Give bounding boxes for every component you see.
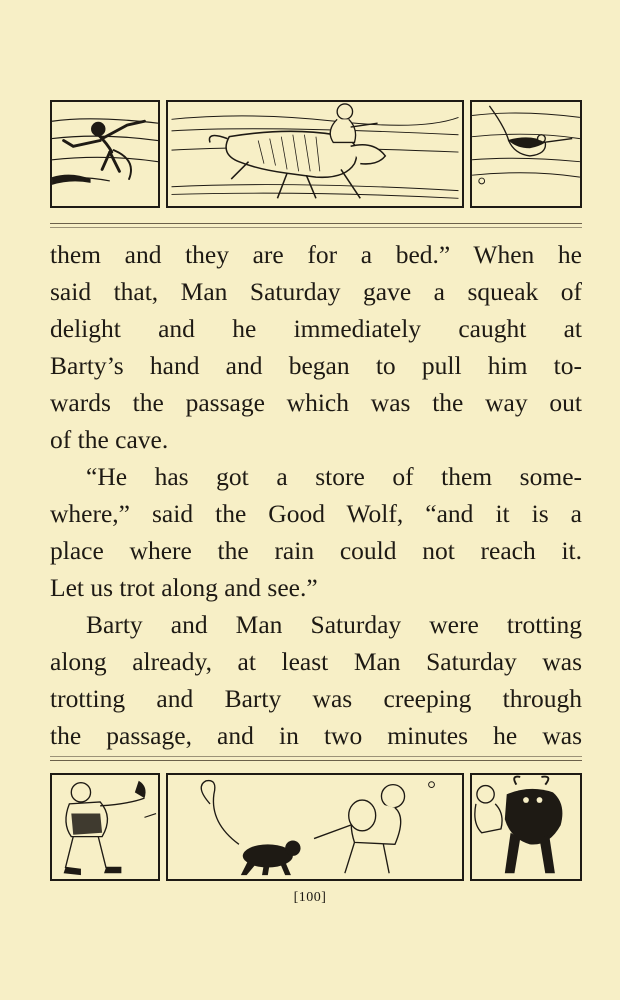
text-line: them and they are for a bed.” When he — [50, 240, 582, 269]
text-line: trotting and Barty was creeping through — [50, 684, 582, 713]
ox-icon — [472, 775, 580, 879]
text-line: along already, at least Man Saturday was — [50, 647, 582, 676]
top-rule-thin — [50, 227, 582, 228]
text-line: delight and he immediately caught at — [50, 314, 582, 343]
bottom-illustration-band — [50, 773, 582, 885]
text-line: place where the rain could not reach it. — [50, 536, 582, 565]
illustration-child-riding-wolf — [166, 100, 464, 208]
text-line: Barty and Man Saturday were trotting — [86, 610, 582, 639]
monkey-old-man-icon — [168, 775, 462, 879]
top-illustration-band — [50, 100, 582, 212]
illustration-monkey-swinging — [50, 100, 160, 208]
text-line: Barty’s hand and began to pull him to- — [50, 351, 582, 380]
monkey-swinging-icon — [52, 102, 158, 206]
bottom-rule — [50, 760, 582, 761]
text-line: Let us trot along and see.” — [50, 573, 318, 602]
wolf-rider-icon — [168, 102, 462, 206]
text-line: the passage, and in two minutes he was — [50, 721, 582, 750]
illustration-monkey-and-old-man — [166, 773, 464, 881]
illustration-bird-flying — [470, 100, 582, 208]
text-line: “He has got a store of them some- — [86, 462, 582, 491]
text-line: of the cave. — [50, 425, 169, 454]
text-line: where,” said the Good Wolf, “and it is a — [50, 499, 582, 528]
paragraph-3 — [50, 606, 582, 754]
illustration-boy-crouching — [50, 773, 160, 881]
illustration-boy-with-ox — [470, 773, 582, 881]
paragraph-2 — [50, 458, 582, 606]
top-rule — [50, 223, 582, 224]
body-text — [50, 236, 582, 754]
text-line: wards the passage which was the way out — [50, 388, 582, 417]
bottom-rule-thin — [50, 756, 582, 757]
paragraph-1 — [50, 236, 582, 458]
page-number: [100] — [293, 890, 327, 905]
boy-icon — [52, 775, 158, 879]
text-line: said that, Man Saturday gave a squeak of — [50, 277, 582, 306]
bird-icon — [472, 102, 580, 206]
